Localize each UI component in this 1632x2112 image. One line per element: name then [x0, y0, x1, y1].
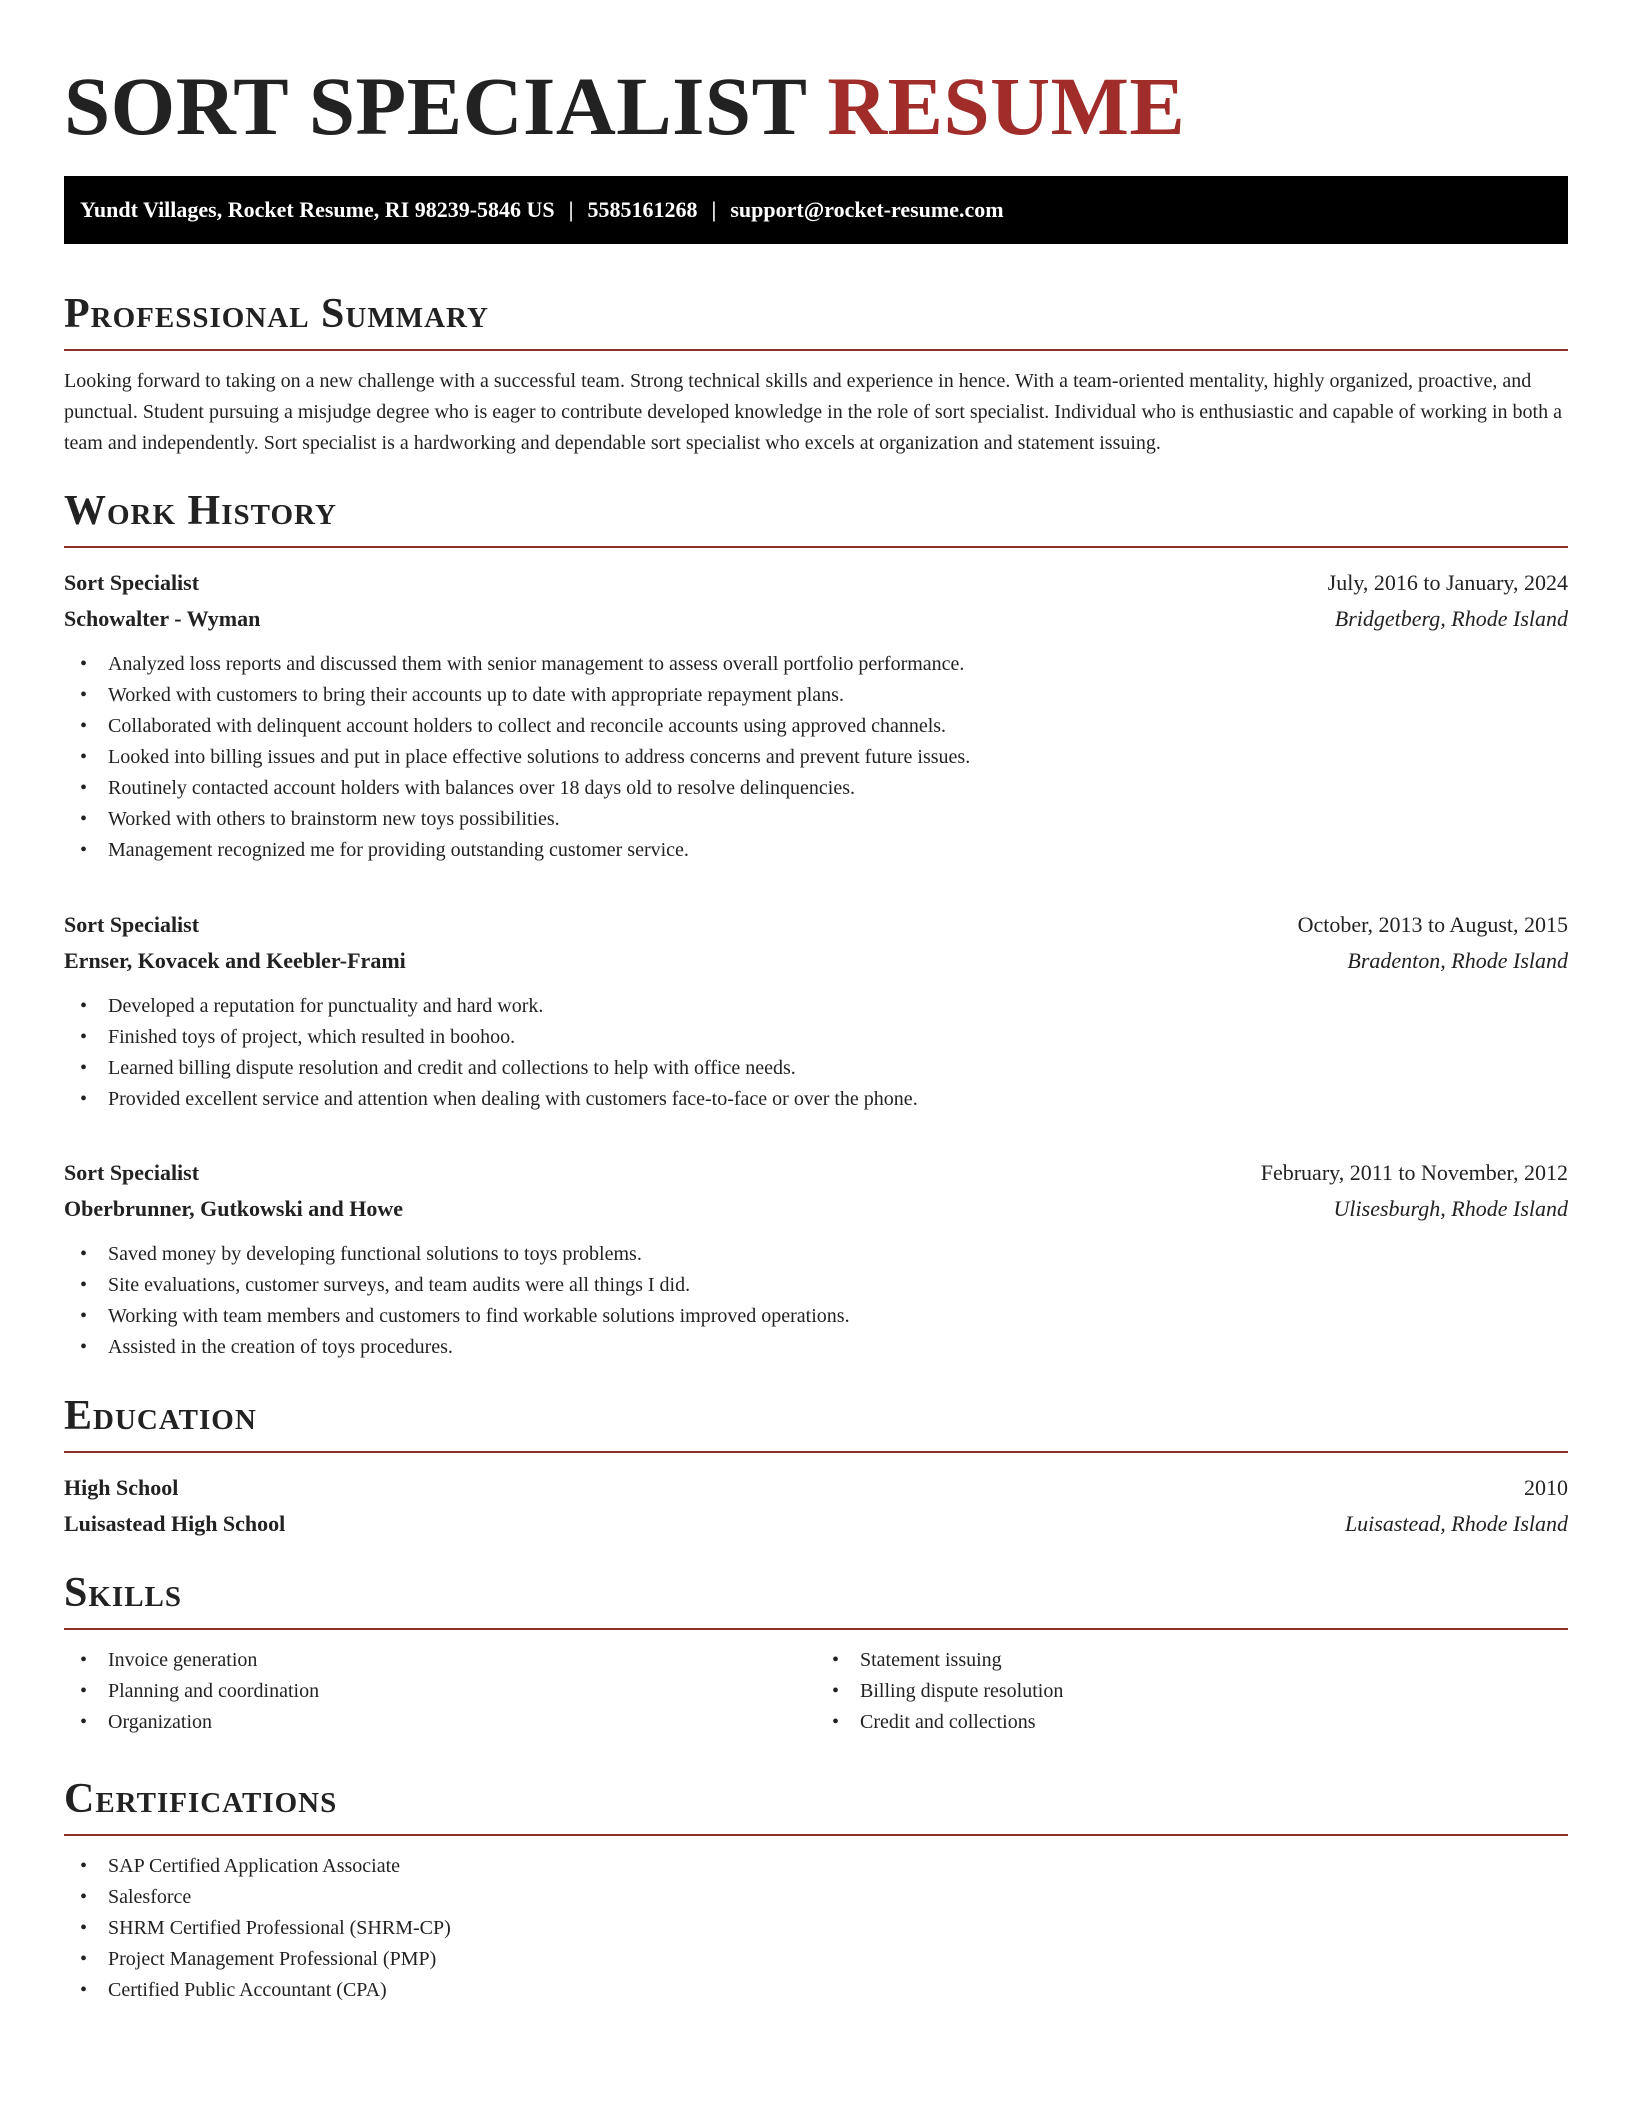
- job-bullet: • Developed a reputation for punctuality and hard work.: [80, 991, 1568, 1022]
- work-history-section: [64, 484, 1568, 1363]
- section-divider: [64, 1834, 1568, 1836]
- certifications-list: [64, 1851, 1568, 2006]
- job-bullet: • Assisted in the creation of toys procedures.: [80, 1332, 1568, 1363]
- job-bullet: • Management recognized me for providing outstanding customer service.: [80, 835, 1568, 866]
- job-bullet: • Site evaluations, customer surveys, and team audits were all things I did.: [80, 1270, 1568, 1301]
- job-company: Ernser, Kovacek and Keebler-Frami: [64, 948, 406, 973]
- job-entry: [64, 907, 1568, 1115]
- job-bullet: • Finished toys of project, which resulted in boohoo.: [80, 1022, 1568, 1053]
- resume-page: [64, 0, 1568, 2006]
- contact-separator: |: [568, 197, 574, 222]
- job-bullets: [64, 1239, 1568, 1363]
- education-subheader: [64, 1506, 1568, 1542]
- summary-text: Looking forward to taking on a new challenge with a successful team. Strong technical skills and experience in hence. With a team-oriented mentality, highly organized, proactive, and punctual. Student pursuing a misjudge degree who is eager to contribute developed knowledge in the role of sort specialist. Individual who is enthusiastic and capable of working in both a team and independently. Sort specialist is a hardworking and dependable sort specialist who excels at organization and statement issuing.: [64, 370, 1562, 454]
- education-section: [64, 1389, 1568, 1542]
- job-bullet: • Worked with customers to bring their accounts up to date with appropriate repayment plans.: [80, 680, 1568, 711]
- job-bullet: • Looked into billing issues and put in place effective solutions to address concerns and prevent future issues.: [80, 742, 1568, 773]
- summary-heading: Professional Summary: [64, 291, 489, 337]
- resume-title: [64, 56, 1568, 156]
- job-header: [64, 565, 1568, 601]
- certification-item: • Certified Public Accountant (CPA): [80, 1975, 1568, 2006]
- job-dates: October, 2013 to August, 2015: [1297, 912, 1568, 937]
- contact-phone[interactable]: 5585161268: [587, 197, 698, 222]
- job-subheader: [64, 943, 1568, 979]
- skills-grid: [64, 1645, 1568, 1738]
- certification-item: • Project Management Professional (PMP): [80, 1944, 1568, 1975]
- job-bullet: • Provided excellent service and attention when dealing with customers face-to-face or over the phone.: [80, 1084, 1568, 1115]
- job-location: Ulisesburgh, Rhode Island: [1333, 1196, 1568, 1221]
- education-location: Luisastead, Rhode Island: [1344, 1511, 1568, 1536]
- contact-bar: [64, 176, 1568, 244]
- summary-section: [64, 287, 1568, 459]
- job-bullets: [64, 991, 1568, 1115]
- job-company: Schowalter - Wyman: [64, 606, 261, 631]
- job-role: Sort Specialist: [64, 1160, 200, 1185]
- job-bullet: • Collaborated with delinquent account holders to collect and reconcile accounts using approved channels.: [80, 711, 1568, 742]
- education-school: Luisastead High School: [64, 1511, 286, 1536]
- contact-address: Yundt Villages, Rocket Resume, RI 98239-5846 US: [80, 197, 555, 222]
- contact-separator: |: [711, 197, 717, 222]
- education-header: [64, 1470, 1568, 1506]
- job-location: Bradenton, Rhode Island: [1347, 948, 1568, 973]
- certifications-heading: Certifications: [64, 1776, 338, 1822]
- skill-item: • Invoice generation: [80, 1645, 816, 1676]
- skill-item: • Planning and coordination: [80, 1676, 816, 1707]
- job-header: [64, 1155, 1568, 1191]
- section-divider: [64, 1628, 1568, 1630]
- title-main: SORT SPECIALIST: [64, 60, 806, 152]
- skill-item: • Organization: [80, 1707, 816, 1738]
- skill-item: • Billing dispute resolution: [832, 1676, 1568, 1707]
- certifications-section: [64, 1772, 1568, 2006]
- skill-item: • Credit and collections: [832, 1707, 1568, 1738]
- education-year: 2010: [1524, 1475, 1568, 1500]
- job-role: Sort Specialist: [64, 570, 200, 595]
- job-bullet: • Worked with others to brainstorm new toys possibilities.: [80, 804, 1568, 835]
- section-divider: [64, 349, 1568, 351]
- job-header: [64, 907, 1568, 943]
- skills-list-left: [64, 1645, 816, 1738]
- certification-item: • SAP Certified Application Associate: [80, 1851, 1568, 1882]
- job-dates: February, 2011 to November, 2012: [1260, 1160, 1568, 1185]
- skill-item: • Statement issuing: [832, 1645, 1568, 1676]
- certification-item: • SHRM Certified Professional (SHRM-CP): [80, 1913, 1568, 1944]
- job-bullet: • Working with team members and customers to find workable solutions improved operations.: [80, 1301, 1568, 1332]
- job-bullet: • Saved money by developing functional solutions to toys problems.: [80, 1239, 1568, 1270]
- job-entry: [64, 1155, 1568, 1363]
- job-bullet: • Analyzed loss reports and discussed them with senior management to assess overall portfolio performance.: [80, 649, 1568, 680]
- skills-list-right: [816, 1645, 1568, 1738]
- contact-email[interactable]: support@rocket-resume.com: [730, 197, 1004, 222]
- job-bullet: • Routinely contacted account holders with balances over 18 days old to resolve delinquencies.: [80, 773, 1568, 804]
- section-divider: [64, 546, 1568, 548]
- title-accent: RESUME: [827, 60, 1186, 152]
- job-bullets: [64, 649, 1568, 866]
- education-heading: Education: [64, 1393, 257, 1439]
- certification-item: • Salesforce: [80, 1882, 1568, 1913]
- skills-section: [64, 1566, 1568, 1738]
- job-dates: July, 2016 to January, 2024: [1327, 570, 1568, 595]
- skills-heading: Skills: [64, 1570, 183, 1616]
- education-degree: High School: [64, 1475, 179, 1500]
- job-bullet: • Learned billing dispute resolution and credit and collections to help with office needs.: [80, 1053, 1568, 1084]
- job-subheader: [64, 1191, 1568, 1227]
- education-entry: [64, 1470, 1568, 1542]
- job-role: Sort Specialist: [64, 912, 200, 937]
- job-location: Bridgetberg, Rhode Island: [1334, 606, 1568, 631]
- job-subheader: [64, 601, 1568, 637]
- job-entry: [64, 565, 1568, 866]
- section-divider: [64, 1451, 1568, 1453]
- work-history-heading: Work History: [64, 488, 337, 534]
- job-company: Oberbrunner, Gutkowski and Howe: [64, 1196, 404, 1221]
